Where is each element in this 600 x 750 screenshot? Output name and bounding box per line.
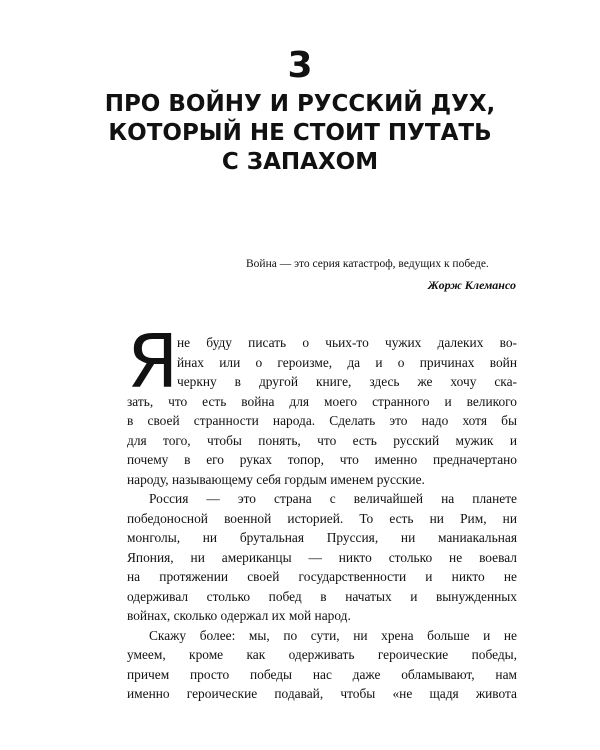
text-line: причем просто победы нас даже обламывают, нам (127, 666, 517, 682)
epigraph-quote: Война — это серия катастроф, ведущих к победе. (246, 258, 489, 270)
text-line: Япония, ни американцы — никто столько не воевал (127, 549, 517, 565)
epigraph-author: Жорж Клемансо (427, 278, 516, 292)
text-line: народу, называющему себя гордым именем русские. (127, 471, 425, 487)
chapter-number: 3 (287, 45, 313, 86)
epigraph (246, 257, 516, 293)
text-line: одерживал столько побед в начатых и вынужденных (127, 588, 517, 604)
chapter-title-line: ПРО ВОЙНУ И РУССКИЙ ДУХ, (104, 91, 496, 117)
text-line: монголы, ни брутальная Пруссия, ни маниакальная (127, 530, 517, 545)
text-line: не буду писать о чьих-то чужих далеких во- (177, 335, 517, 350)
text-line: именно героические подавай, чтобы «не щадя живота (127, 686, 517, 701)
chapter-title (60, 90, 540, 177)
text-line: войнах, сколько одержал их мой народ. (127, 608, 351, 623)
text-line: зать, что есть война для моего странного и великого (127, 393, 517, 409)
text-line: победоносной военной историей. То есть ни Рим, ни (127, 510, 517, 526)
drop-cap: Я (127, 319, 179, 405)
text-line: на протяжении своей государственности и никто не (127, 569, 517, 584)
text-line: Россия — это страна с величайшей на планете (149, 491, 517, 506)
text-line: для того, чтобы понять, что есть русский мужик и (127, 432, 517, 448)
text-line: йнах или о героизме, да и о причинах войн (177, 354, 517, 370)
text-line: почему в его руках топор, что именно предначертано (127, 452, 517, 467)
text-line: черкну в другой книге, здесь же хочу ска- (177, 374, 517, 389)
chapter-title-line: С ЗАПАХОМ (221, 149, 379, 175)
text-line: Скажу более: мы, по сути, ни хрена больше и не (149, 627, 517, 643)
text-line: умеем, кроме как одерживать героические победы, (127, 647, 517, 662)
chapter-title-line: КОТОРЫЙ НЕ СТОИТ ПУТАТЬ (108, 120, 492, 146)
text-line: в своей странности народа. Сделать это надо хотя бы (127, 413, 517, 428)
body-text (127, 319, 517, 704)
